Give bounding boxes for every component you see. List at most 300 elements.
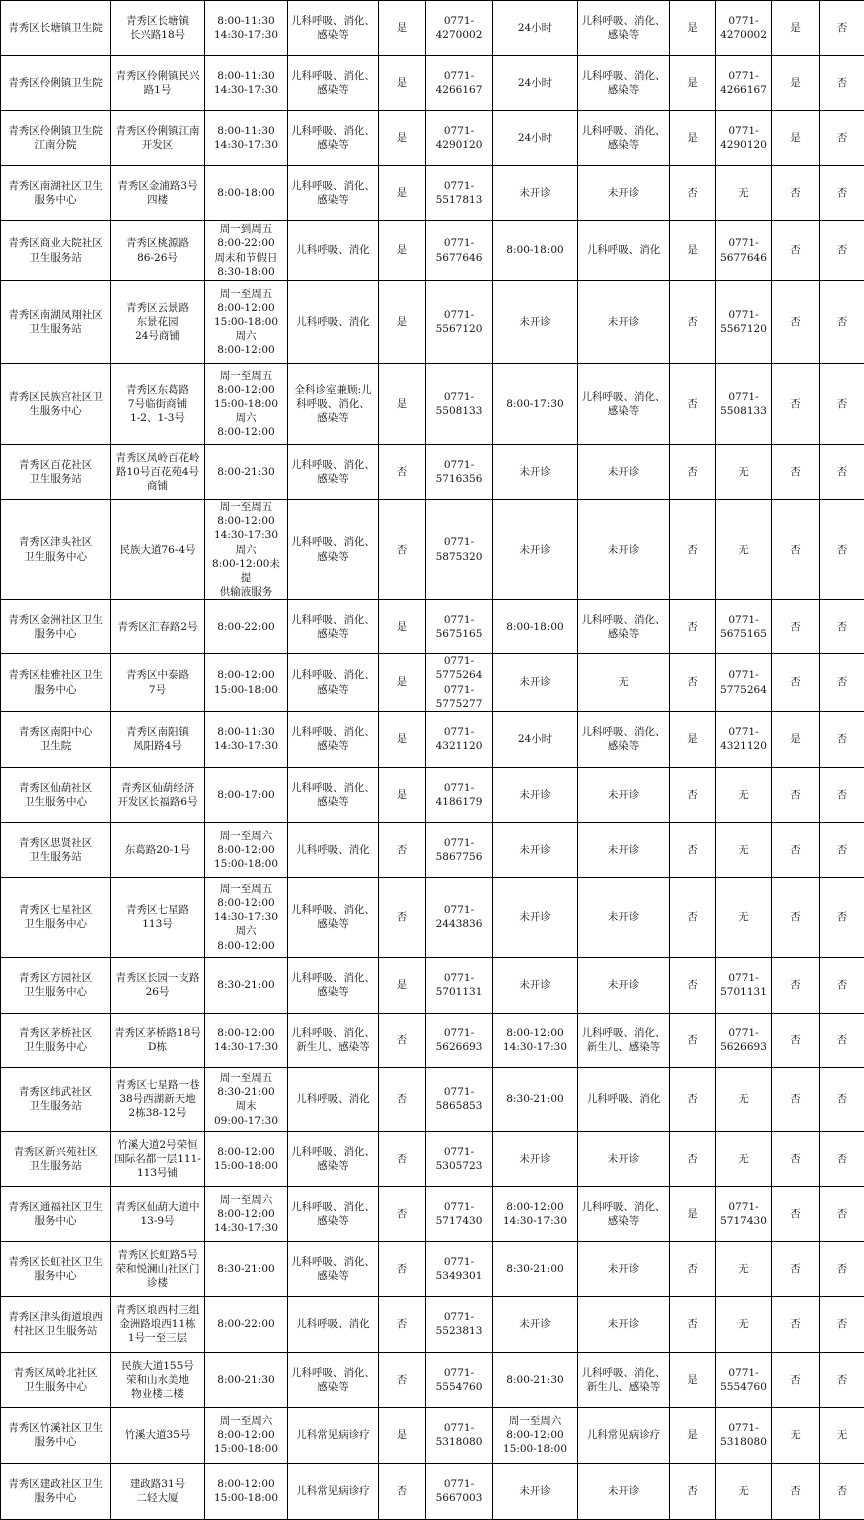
daytime-hours-cell: 8:00-12:00 15:00-18:00 bbox=[205, 1131, 288, 1186]
institution-name-cell: 青秀区长虹社区卫生 服务中心 bbox=[1, 1241, 111, 1296]
night-phone-cell: 无 bbox=[716, 767, 772, 822]
night-phone-cell: 无 bbox=[716, 822, 772, 877]
daytime-phone-cell: 0771- 5517813 bbox=[426, 166, 493, 221]
address-cell: 青秀区七星路一巷 38号西湖新天地 2栋38-12号 bbox=[111, 1067, 205, 1131]
daytime-hours-cell: 周一至周五 8:00-12:00 14:30-17:30 周六 8:00-12:00未提 供输液服务 bbox=[205, 500, 288, 600]
table-row bbox=[1, 281, 864, 364]
daytime-services-cell: 儿科呼吸、消化、 感染等 bbox=[288, 711, 379, 767]
daytime-services-cell: 儿科呼吸、消化 bbox=[288, 281, 379, 364]
table-body bbox=[1, 1, 864, 1520]
daytime-phone-cell: 0771- 5677646 bbox=[426, 221, 493, 281]
night-flag-b-cell: 否 bbox=[820, 957, 864, 1013]
daytime-services-cell: 儿科呼吸、消化、 感染等 bbox=[288, 1, 379, 56]
night-services-cell: 儿科呼吸、消化 bbox=[578, 221, 670, 281]
night-phone-cell: 0771- 4290120 bbox=[716, 111, 772, 166]
daytime-hours-cell: 8:00-11:30 14:30-17:30 bbox=[205, 111, 288, 166]
daytime-phone-cell: 0771- 4270002 bbox=[426, 1, 493, 56]
night-infusion-cell: 否 bbox=[670, 500, 716, 600]
daytime-infusion-cell: 是 bbox=[379, 600, 426, 654]
daytime-services-cell: 儿科呼吸、消化、 感染等 bbox=[288, 654, 379, 712]
daytime-hours-cell: 周一至周六 8:00-12:00 15:00-18:00 bbox=[205, 1407, 288, 1463]
daytime-infusion-cell: 是 bbox=[379, 111, 426, 166]
night-phone-cell: 0771- 4270002 bbox=[716, 1, 772, 56]
daytime-phone-cell: 0771- 5318080 bbox=[426, 1407, 493, 1463]
address-cell: 青秀区中泰路 7号 bbox=[111, 654, 205, 712]
night-flag-a-cell: 否 bbox=[772, 767, 820, 822]
night-phone-cell: 0771- 5775264 bbox=[716, 654, 772, 712]
daytime-hours-cell: 8:00-12:00 14:30-17:30 bbox=[205, 1013, 288, 1067]
daytime-hours-cell: 周一到周五 8:00-22:00 周末和节假日 8:30-18:00 bbox=[205, 221, 288, 281]
night-phone-cell: 无 bbox=[716, 877, 772, 957]
night-hours-cell: 未开诊 bbox=[493, 1131, 578, 1186]
night-hours-cell: 未开诊 bbox=[493, 500, 578, 600]
night-flag-a-cell: 否 bbox=[772, 500, 820, 600]
night-hours-cell: 未开诊 bbox=[493, 767, 578, 822]
table-row bbox=[1, 56, 864, 111]
table-row bbox=[1, 1186, 864, 1241]
daytime-hours-cell: 周一至周五 8:00-12:00 15:00-18:00 周六 8:00-12:00 bbox=[205, 281, 288, 364]
address-cell: 青秀区仙葫经济 开发区长福路6号 bbox=[111, 767, 205, 822]
daytime-phone-cell: 0771- 4290120 bbox=[426, 111, 493, 166]
daytime-infusion-cell: 是 bbox=[379, 364, 426, 445]
institution-name-cell: 青秀区桂雅社区卫生 服务中心 bbox=[1, 654, 111, 712]
night-flag-b-cell: 否 bbox=[820, 166, 864, 221]
institution-name-cell: 青秀区金洲社区卫生 服务中心 bbox=[1, 600, 111, 654]
daytime-infusion-cell: 是 bbox=[379, 1407, 426, 1463]
night-services-cell: 未开诊 bbox=[578, 1296, 670, 1352]
daytime-hours-cell: 周一至周五 8:00-12:00 14:30-17:30 周六 8:00-12:00 bbox=[205, 877, 288, 957]
night-flag-b-cell: 否 bbox=[820, 1, 864, 56]
night-infusion-cell: 否 bbox=[670, 1067, 716, 1131]
daytime-services-cell: 儿科呼吸、消化、 感染等 bbox=[288, 500, 379, 600]
night-services-cell: 儿科常见病诊疗 bbox=[578, 1407, 670, 1463]
daytime-phone-cell: 0771- 5667003 bbox=[426, 1463, 493, 1519]
table-row bbox=[1, 364, 864, 445]
address-cell: 竹溪大道2号荣恒 国际名都一层111- 113号铺 bbox=[111, 1131, 205, 1186]
daytime-services-cell: 儿科呼吸、消化、 感染等 bbox=[288, 1352, 379, 1407]
institution-name-cell: 青秀区新兴苑社区 卫生服务站 bbox=[1, 1131, 111, 1186]
address-cell: 青秀区长塘镇 长兴路18号 bbox=[111, 1, 205, 56]
table-row bbox=[1, 957, 864, 1013]
night-hours-cell: 未开诊 bbox=[493, 1463, 578, 1519]
night-phone-cell: 无 bbox=[716, 445, 772, 500]
institution-name-cell: 青秀区南阳中心 卫生院 bbox=[1, 711, 111, 767]
night-services-cell: 未开诊 bbox=[578, 957, 670, 1013]
night-hours-cell: 8:00-21:30 bbox=[493, 1352, 578, 1407]
night-flag-a-cell: 无 bbox=[772, 1407, 820, 1463]
night-hours-cell: 8:00-12:00 14:30-17:30 bbox=[493, 1186, 578, 1241]
daytime-infusion-cell: 是 bbox=[379, 957, 426, 1013]
night-flag-a-cell: 是 bbox=[772, 56, 820, 111]
table-row bbox=[1, 1131, 864, 1186]
night-flag-a-cell: 否 bbox=[772, 221, 820, 281]
table-row bbox=[1, 500, 864, 600]
night-hours-cell: 24小时 bbox=[493, 111, 578, 166]
night-infusion-cell: 否 bbox=[670, 166, 716, 221]
institution-name-cell: 青秀区津头街道埌西 村社区卫生服务站 bbox=[1, 1296, 111, 1352]
night-hours-cell: 未开诊 bbox=[493, 166, 578, 221]
night-flag-b-cell: 否 bbox=[820, 1352, 864, 1407]
night-infusion-cell: 否 bbox=[670, 1131, 716, 1186]
night-flag-a-cell: 是 bbox=[772, 111, 820, 166]
address-cell: 东葛路20-1号 bbox=[111, 822, 205, 877]
night-infusion-cell: 否 bbox=[670, 767, 716, 822]
daytime-services-cell: 儿科呼吸、消化、 新生儿、感染等 bbox=[288, 1013, 379, 1067]
night-services-cell: 儿科呼吸、消化 bbox=[578, 1067, 670, 1131]
address-cell: 青秀区桃源路 86-26号 bbox=[111, 221, 205, 281]
address-cell: 青秀区云景路 东景花园 24号商铺 bbox=[111, 281, 205, 364]
night-hours-cell: 未开诊 bbox=[493, 877, 578, 957]
daytime-phone-cell: 0771- 5716356 bbox=[426, 445, 493, 500]
night-hours-cell: 未开诊 bbox=[493, 957, 578, 1013]
night-flag-b-cell: 否 bbox=[820, 281, 864, 364]
night-flag-b-cell: 否 bbox=[820, 711, 864, 767]
address-cell: 青秀区七星路 113号 bbox=[111, 877, 205, 957]
night-infusion-cell: 否 bbox=[670, 957, 716, 1013]
daytime-services-cell: 儿科呼吸、消化、 感染等 bbox=[288, 445, 379, 500]
night-flag-a-cell: 是 bbox=[772, 1, 820, 56]
table-row bbox=[1, 1241, 864, 1296]
night-hours-cell: 8:00-12:00 14:30-17:30 bbox=[493, 1013, 578, 1067]
night-flag-a-cell: 否 bbox=[772, 1296, 820, 1352]
daytime-services-cell: 儿科呼吸、消化、 感染等 bbox=[288, 56, 379, 111]
daytime-infusion-cell: 否 bbox=[379, 1067, 426, 1131]
night-services-cell: 未开诊 bbox=[578, 1241, 670, 1296]
institution-name-cell: 青秀区茅桥社区 卫生服务中心 bbox=[1, 1013, 111, 1067]
night-services-cell: 未开诊 bbox=[578, 166, 670, 221]
night-flag-a-cell: 否 bbox=[772, 1067, 820, 1131]
daytime-phone-cell: 0771- 5701131 bbox=[426, 957, 493, 1013]
night-hours-cell: 24小时 bbox=[493, 1, 578, 56]
night-phone-cell: 0771- 5717430 bbox=[716, 1186, 772, 1241]
night-infusion-cell: 是 bbox=[670, 1, 716, 56]
daytime-phone-cell: 0771- 5675165 bbox=[426, 600, 493, 654]
night-phone-cell: 0771- 5675165 bbox=[716, 600, 772, 654]
table-row bbox=[1, 111, 864, 166]
daytime-infusion-cell: 否 bbox=[379, 1352, 426, 1407]
night-flag-a-cell: 是 bbox=[772, 711, 820, 767]
night-flag-b-cell: 否 bbox=[820, 364, 864, 445]
daytime-infusion-cell: 否 bbox=[379, 500, 426, 600]
address-cell: 青秀区仙葫大道中 13-9号 bbox=[111, 1186, 205, 1241]
daytime-infusion-cell: 是 bbox=[379, 711, 426, 767]
night-flag-b-cell: 否 bbox=[820, 1186, 864, 1241]
night-infusion-cell: 是 bbox=[670, 1352, 716, 1407]
daytime-infusion-cell: 是 bbox=[379, 1, 426, 56]
night-flag-a-cell: 否 bbox=[772, 1463, 820, 1519]
night-infusion-cell: 是 bbox=[670, 1186, 716, 1241]
table-row bbox=[1, 1067, 864, 1131]
night-services-cell: 儿科呼吸、消化、 新生儿、感染等 bbox=[578, 1352, 670, 1407]
night-services-cell: 未开诊 bbox=[578, 877, 670, 957]
night-flag-a-cell: 否 bbox=[772, 281, 820, 364]
night-infusion-cell: 否 bbox=[670, 364, 716, 445]
night-hours-cell: 24小时 bbox=[493, 56, 578, 111]
night-flag-b-cell: 否 bbox=[820, 1067, 864, 1131]
daytime-infusion-cell: 是 bbox=[379, 767, 426, 822]
night-phone-cell: 0771- 5318080 bbox=[716, 1407, 772, 1463]
night-flag-a-cell: 否 bbox=[772, 877, 820, 957]
daytime-hours-cell: 8:30-21:00 bbox=[205, 957, 288, 1013]
daytime-phone-cell: 0771- 4266167 bbox=[426, 56, 493, 111]
night-hours-cell: 周一至周六 8:00-12:00 15:00-18:00 bbox=[493, 1407, 578, 1463]
institution-name-cell: 青秀区建政社区卫生 服务中心 bbox=[1, 1463, 111, 1519]
night-infusion-cell: 是 bbox=[670, 221, 716, 281]
daytime-phone-cell: 0771- 2443836 bbox=[426, 877, 493, 957]
night-phone-cell: 无 bbox=[716, 1463, 772, 1519]
night-infusion-cell: 否 bbox=[670, 654, 716, 712]
night-hours-cell: 未开诊 bbox=[493, 281, 578, 364]
daytime-infusion-cell: 是 bbox=[379, 281, 426, 364]
institution-name-cell: 青秀区凤岭北社区 卫生服务中心 bbox=[1, 1352, 111, 1407]
daytime-hours-cell: 8:00-12:00 15:00-18:00 bbox=[205, 654, 288, 712]
night-flag-b-cell: 否 bbox=[820, 767, 864, 822]
address-cell: 青秀区东葛路 7号临街商铺 1-2、1-3号 bbox=[111, 364, 205, 445]
night-hours-cell: 24小时 bbox=[493, 711, 578, 767]
night-flag-a-cell: 否 bbox=[772, 1352, 820, 1407]
address-cell: 青秀区茅桥路18号 D栋 bbox=[111, 1013, 205, 1067]
table-row bbox=[1, 1407, 864, 1463]
institution-name-cell: 青秀区伶俐镇卫生院 江南分院 bbox=[1, 111, 111, 166]
institution-name-cell: 青秀区南湖凤翔社区 卫生服务站 bbox=[1, 281, 111, 364]
table-row bbox=[1, 1352, 864, 1407]
night-flag-a-cell: 否 bbox=[772, 1013, 820, 1067]
daytime-infusion-cell: 是 bbox=[379, 654, 426, 712]
night-phone-cell: 无 bbox=[716, 500, 772, 600]
daytime-services-cell: 儿科常见病诊疗 bbox=[288, 1463, 379, 1519]
night-infusion-cell: 是 bbox=[670, 56, 716, 111]
night-flag-b-cell: 否 bbox=[820, 1463, 864, 1519]
night-infusion-cell: 否 bbox=[670, 1296, 716, 1352]
table-row bbox=[1, 1013, 864, 1067]
daytime-infusion-cell: 是 bbox=[379, 56, 426, 111]
daytime-phone-cell: 0771- 5554760 bbox=[426, 1352, 493, 1407]
daytime-hours-cell: 8:00-21:30 bbox=[205, 1352, 288, 1407]
night-services-cell: 儿科呼吸、消化、 感染等 bbox=[578, 111, 670, 166]
night-phone-cell: 0771- 5508133 bbox=[716, 364, 772, 445]
night-flag-b-cell: 否 bbox=[820, 600, 864, 654]
table-row bbox=[1, 711, 864, 767]
night-phone-cell: 0771- 5626693 bbox=[716, 1013, 772, 1067]
night-infusion-cell: 是 bbox=[670, 711, 716, 767]
daytime-hours-cell: 周一至周五 8:00-12:00 15:00-18:00 周六 8:00-12:00 bbox=[205, 364, 288, 445]
night-flag-a-cell: 否 bbox=[772, 166, 820, 221]
night-phone-cell: 0771- 5677646 bbox=[716, 221, 772, 281]
night-services-cell: 未开诊 bbox=[578, 445, 670, 500]
daytime-services-cell: 儿科呼吸、消化、 感染等 bbox=[288, 111, 379, 166]
night-infusion-cell: 否 bbox=[670, 1241, 716, 1296]
daytime-phone-cell: 0771- 5567120 bbox=[426, 281, 493, 364]
daytime-hours-cell: 8:00-11:30 14:30-17:30 bbox=[205, 56, 288, 111]
daytime-phone-cell: 0771- 5865853 bbox=[426, 1067, 493, 1131]
daytime-phone-cell: 0771- 5717430 bbox=[426, 1186, 493, 1241]
daytime-hours-cell: 8:30-21:00 bbox=[205, 1241, 288, 1296]
daytime-hours-cell: 8:00-12:00 15:00-18:00 bbox=[205, 1463, 288, 1519]
institution-name-cell: 青秀区商业大院社区 卫生服务站 bbox=[1, 221, 111, 281]
night-flag-b-cell: 否 bbox=[820, 1013, 864, 1067]
night-flag-b-cell: 否 bbox=[820, 1241, 864, 1296]
night-flag-b-cell: 否 bbox=[820, 221, 864, 281]
address-cell: 青秀区伶俐镇民兴 路1号 bbox=[111, 56, 205, 111]
night-hours-cell: 8:00-17:30 bbox=[493, 364, 578, 445]
address-cell: 青秀区长虹路5号 荣和悦澜山社区门 诊楼 bbox=[111, 1241, 205, 1296]
night-flag-a-cell: 否 bbox=[772, 1241, 820, 1296]
daytime-services-cell: 儿科呼吸、消化 bbox=[288, 221, 379, 281]
night-flag-b-cell: 否 bbox=[820, 877, 864, 957]
daytime-infusion-cell: 否 bbox=[379, 1013, 426, 1067]
daytime-phone-cell: 0771- 5508133 bbox=[426, 364, 493, 445]
night-hours-cell: 未开诊 bbox=[493, 654, 578, 712]
daytime-services-cell: 全科诊室兼顾:儿 科呼吸、消化、 感染等 bbox=[288, 364, 379, 445]
daytime-services-cell: 儿科呼吸、消化、 感染等 bbox=[288, 1131, 379, 1186]
daytime-infusion-cell: 否 bbox=[379, 445, 426, 500]
night-hours-cell: 未开诊 bbox=[493, 1296, 578, 1352]
night-services-cell: 儿科呼吸、消化、 感染等 bbox=[578, 600, 670, 654]
daytime-hours-cell: 8:00-22:00 bbox=[205, 1296, 288, 1352]
address-cell: 青秀区伶俐镇江南 开发区 bbox=[111, 111, 205, 166]
daytime-phone-cell: 0771- 4186179 bbox=[426, 767, 493, 822]
table-row bbox=[1, 1, 864, 56]
night-phone-cell: 0771- 4321120 bbox=[716, 711, 772, 767]
address-cell: 竹溪大道35号 bbox=[111, 1407, 205, 1463]
daytime-phone-cell: 0771- 5775264 0771- 5775277 bbox=[426, 654, 493, 712]
institution-name-cell: 青秀区民族宫社区卫 生服务中心 bbox=[1, 364, 111, 445]
daytime-infusion-cell: 否 bbox=[379, 1186, 426, 1241]
institution-name-cell: 青秀区通福社区卫生 服务中心 bbox=[1, 1186, 111, 1241]
night-phone-cell: 无 bbox=[716, 1241, 772, 1296]
daytime-services-cell: 儿科呼吸、消化、 感染等 bbox=[288, 767, 379, 822]
night-services-cell: 儿科呼吸、消化、 感染等 bbox=[578, 364, 670, 445]
daytime-hours-cell: 8:00-11:30 14:30-17:30 bbox=[205, 1, 288, 56]
institution-name-cell: 青秀区纬武社区 卫生服务站 bbox=[1, 1067, 111, 1131]
daytime-infusion-cell: 是 bbox=[379, 221, 426, 281]
night-flag-b-cell: 否 bbox=[820, 1296, 864, 1352]
night-services-cell: 儿科呼吸、消化、 感染等 bbox=[578, 1186, 670, 1241]
table-row bbox=[1, 767, 864, 822]
daytime-phone-cell: 0771- 5305723 bbox=[426, 1131, 493, 1186]
night-hours-cell: 未开诊 bbox=[493, 822, 578, 877]
daytime-phone-cell: 0771- 5523813 bbox=[426, 1296, 493, 1352]
night-infusion-cell: 否 bbox=[670, 1013, 716, 1067]
night-flag-b-cell: 否 bbox=[820, 1131, 864, 1186]
table-row bbox=[1, 600, 864, 654]
daytime-hours-cell: 8:00-21:30 bbox=[205, 445, 288, 500]
night-flag-b-cell: 否 bbox=[820, 654, 864, 712]
daytime-infusion-cell: 否 bbox=[379, 822, 426, 877]
night-flag-a-cell: 否 bbox=[772, 1186, 820, 1241]
night-services-cell: 无 bbox=[578, 654, 670, 712]
night-flag-b-cell: 否 bbox=[820, 445, 864, 500]
night-hours-cell: 8:00-18:00 bbox=[493, 221, 578, 281]
night-phone-cell: 0771- 5554760 bbox=[716, 1352, 772, 1407]
daytime-services-cell: 儿科呼吸、消化、 感染等 bbox=[288, 1186, 379, 1241]
table-row bbox=[1, 1463, 864, 1519]
daytime-phone-cell: 0771- 5349301 bbox=[426, 1241, 493, 1296]
institution-name-cell: 青秀区思贤社区 卫生服务站 bbox=[1, 822, 111, 877]
night-services-cell: 未开诊 bbox=[578, 1131, 670, 1186]
daytime-services-cell: 儿科呼吸、消化、 感染等 bbox=[288, 166, 379, 221]
daytime-services-cell: 儿科呼吸、消化 bbox=[288, 1296, 379, 1352]
night-phone-cell: 无 bbox=[716, 1131, 772, 1186]
night-infusion-cell: 是 bbox=[670, 1407, 716, 1463]
address-cell: 青秀区长园一支路 26号 bbox=[111, 957, 205, 1013]
daytime-services-cell: 儿科呼吸、消化 bbox=[288, 1067, 379, 1131]
table-row bbox=[1, 877, 864, 957]
daytime-services-cell: 儿科呼吸、消化、 感染等 bbox=[288, 957, 379, 1013]
night-infusion-cell: 否 bbox=[670, 1463, 716, 1519]
night-flag-b-cell: 否 bbox=[820, 500, 864, 600]
night-hours-cell: 未开诊 bbox=[493, 445, 578, 500]
table-row bbox=[1, 166, 864, 221]
daytime-hours-cell: 8:00-18:00 bbox=[205, 166, 288, 221]
night-flag-a-cell: 否 bbox=[772, 822, 820, 877]
night-flag-a-cell: 否 bbox=[772, 364, 820, 445]
institution-name-cell: 青秀区百花社区 卫生服务站 bbox=[1, 445, 111, 500]
night-phone-cell: 无 bbox=[716, 1067, 772, 1131]
address-cell: 青秀区凤岭百花岭 路10号百花苑4号 商铺 bbox=[111, 445, 205, 500]
daytime-services-cell: 儿科呼吸、消化、 感染等 bbox=[288, 600, 379, 654]
daytime-phone-cell: 0771- 5867756 bbox=[426, 822, 493, 877]
night-services-cell: 未开诊 bbox=[578, 500, 670, 600]
table-row bbox=[1, 221, 864, 281]
institution-name-cell: 青秀区南湖社区卫生 服务中心 bbox=[1, 166, 111, 221]
daytime-phone-cell: 0771- 4321120 bbox=[426, 711, 493, 767]
night-flag-a-cell: 否 bbox=[772, 600, 820, 654]
night-flag-a-cell: 否 bbox=[772, 654, 820, 712]
address-cell: 民族大道155号 荣和山水美地 物业楼二楼 bbox=[111, 1352, 205, 1407]
night-flag-b-cell: 否 bbox=[820, 111, 864, 166]
daytime-hours-cell: 8:00-22:00 bbox=[205, 600, 288, 654]
daytime-hours-cell: 周一至周五 8:30-21:00 周末 09:00-17:30 bbox=[205, 1067, 288, 1131]
night-services-cell: 儿科呼吸、消化、 感染等 bbox=[578, 56, 670, 111]
daytime-hours-cell: 8:00-17:00 bbox=[205, 767, 288, 822]
night-hours-cell: 8:30-21:00 bbox=[493, 1241, 578, 1296]
table-row bbox=[1, 1296, 864, 1352]
night-phone-cell: 0771- 5701131 bbox=[716, 957, 772, 1013]
daytime-infusion-cell: 否 bbox=[379, 1463, 426, 1519]
daytime-infusion-cell: 否 bbox=[379, 877, 426, 957]
night-services-cell: 儿科呼吸、消化、 感染等 bbox=[578, 1, 670, 56]
address-cell: 青秀区汇春路2号 bbox=[111, 600, 205, 654]
institution-name-cell: 青秀区津头社区 卫生服务中心 bbox=[1, 500, 111, 600]
night-flag-b-cell: 否 bbox=[820, 822, 864, 877]
daytime-hours-cell: 周一至周六 8:00-12:00 14:30-17:30 bbox=[205, 1186, 288, 1241]
night-infusion-cell: 否 bbox=[670, 822, 716, 877]
daytime-services-cell: 儿科常见病诊疗 bbox=[288, 1407, 379, 1463]
night-flag-b-cell: 否 bbox=[820, 56, 864, 111]
night-infusion-cell: 否 bbox=[670, 600, 716, 654]
daytime-hours-cell: 周一至周六 8:00-12:00 15:00-18:00 bbox=[205, 822, 288, 877]
night-services-cell: 未开诊 bbox=[578, 1463, 670, 1519]
table-row bbox=[1, 822, 864, 877]
address-cell: 建政路31号 二轻大厦 bbox=[111, 1463, 205, 1519]
address-cell: 青秀区金浦路3号 四楼 bbox=[111, 166, 205, 221]
address-cell: 青秀区南阳镇 凤阳路4号 bbox=[111, 711, 205, 767]
daytime-hours-cell: 8:00-11:30 14:30-17:30 bbox=[205, 711, 288, 767]
night-phone-cell: 无 bbox=[716, 166, 772, 221]
daytime-infusion-cell: 否 bbox=[379, 1241, 426, 1296]
night-services-cell: 儿科呼吸、消化、 感染等 bbox=[578, 711, 670, 767]
night-services-cell: 未开诊 bbox=[578, 767, 670, 822]
daytime-services-cell: 儿科呼吸、消化 bbox=[288, 822, 379, 877]
night-hours-cell: 8:30-21:00 bbox=[493, 1067, 578, 1131]
institution-name-cell: 青秀区七星社区 卫生服务中心 bbox=[1, 877, 111, 957]
daytime-phone-cell: 0771- 5626693 bbox=[426, 1013, 493, 1067]
address-cell: 青秀区埌西村三组 金洲路埌西11栋 1号一至三层 bbox=[111, 1296, 205, 1352]
night-infusion-cell: 否 bbox=[670, 445, 716, 500]
night-hours-cell: 8:00-18:00 bbox=[493, 600, 578, 654]
night-flag-a-cell: 否 bbox=[772, 445, 820, 500]
